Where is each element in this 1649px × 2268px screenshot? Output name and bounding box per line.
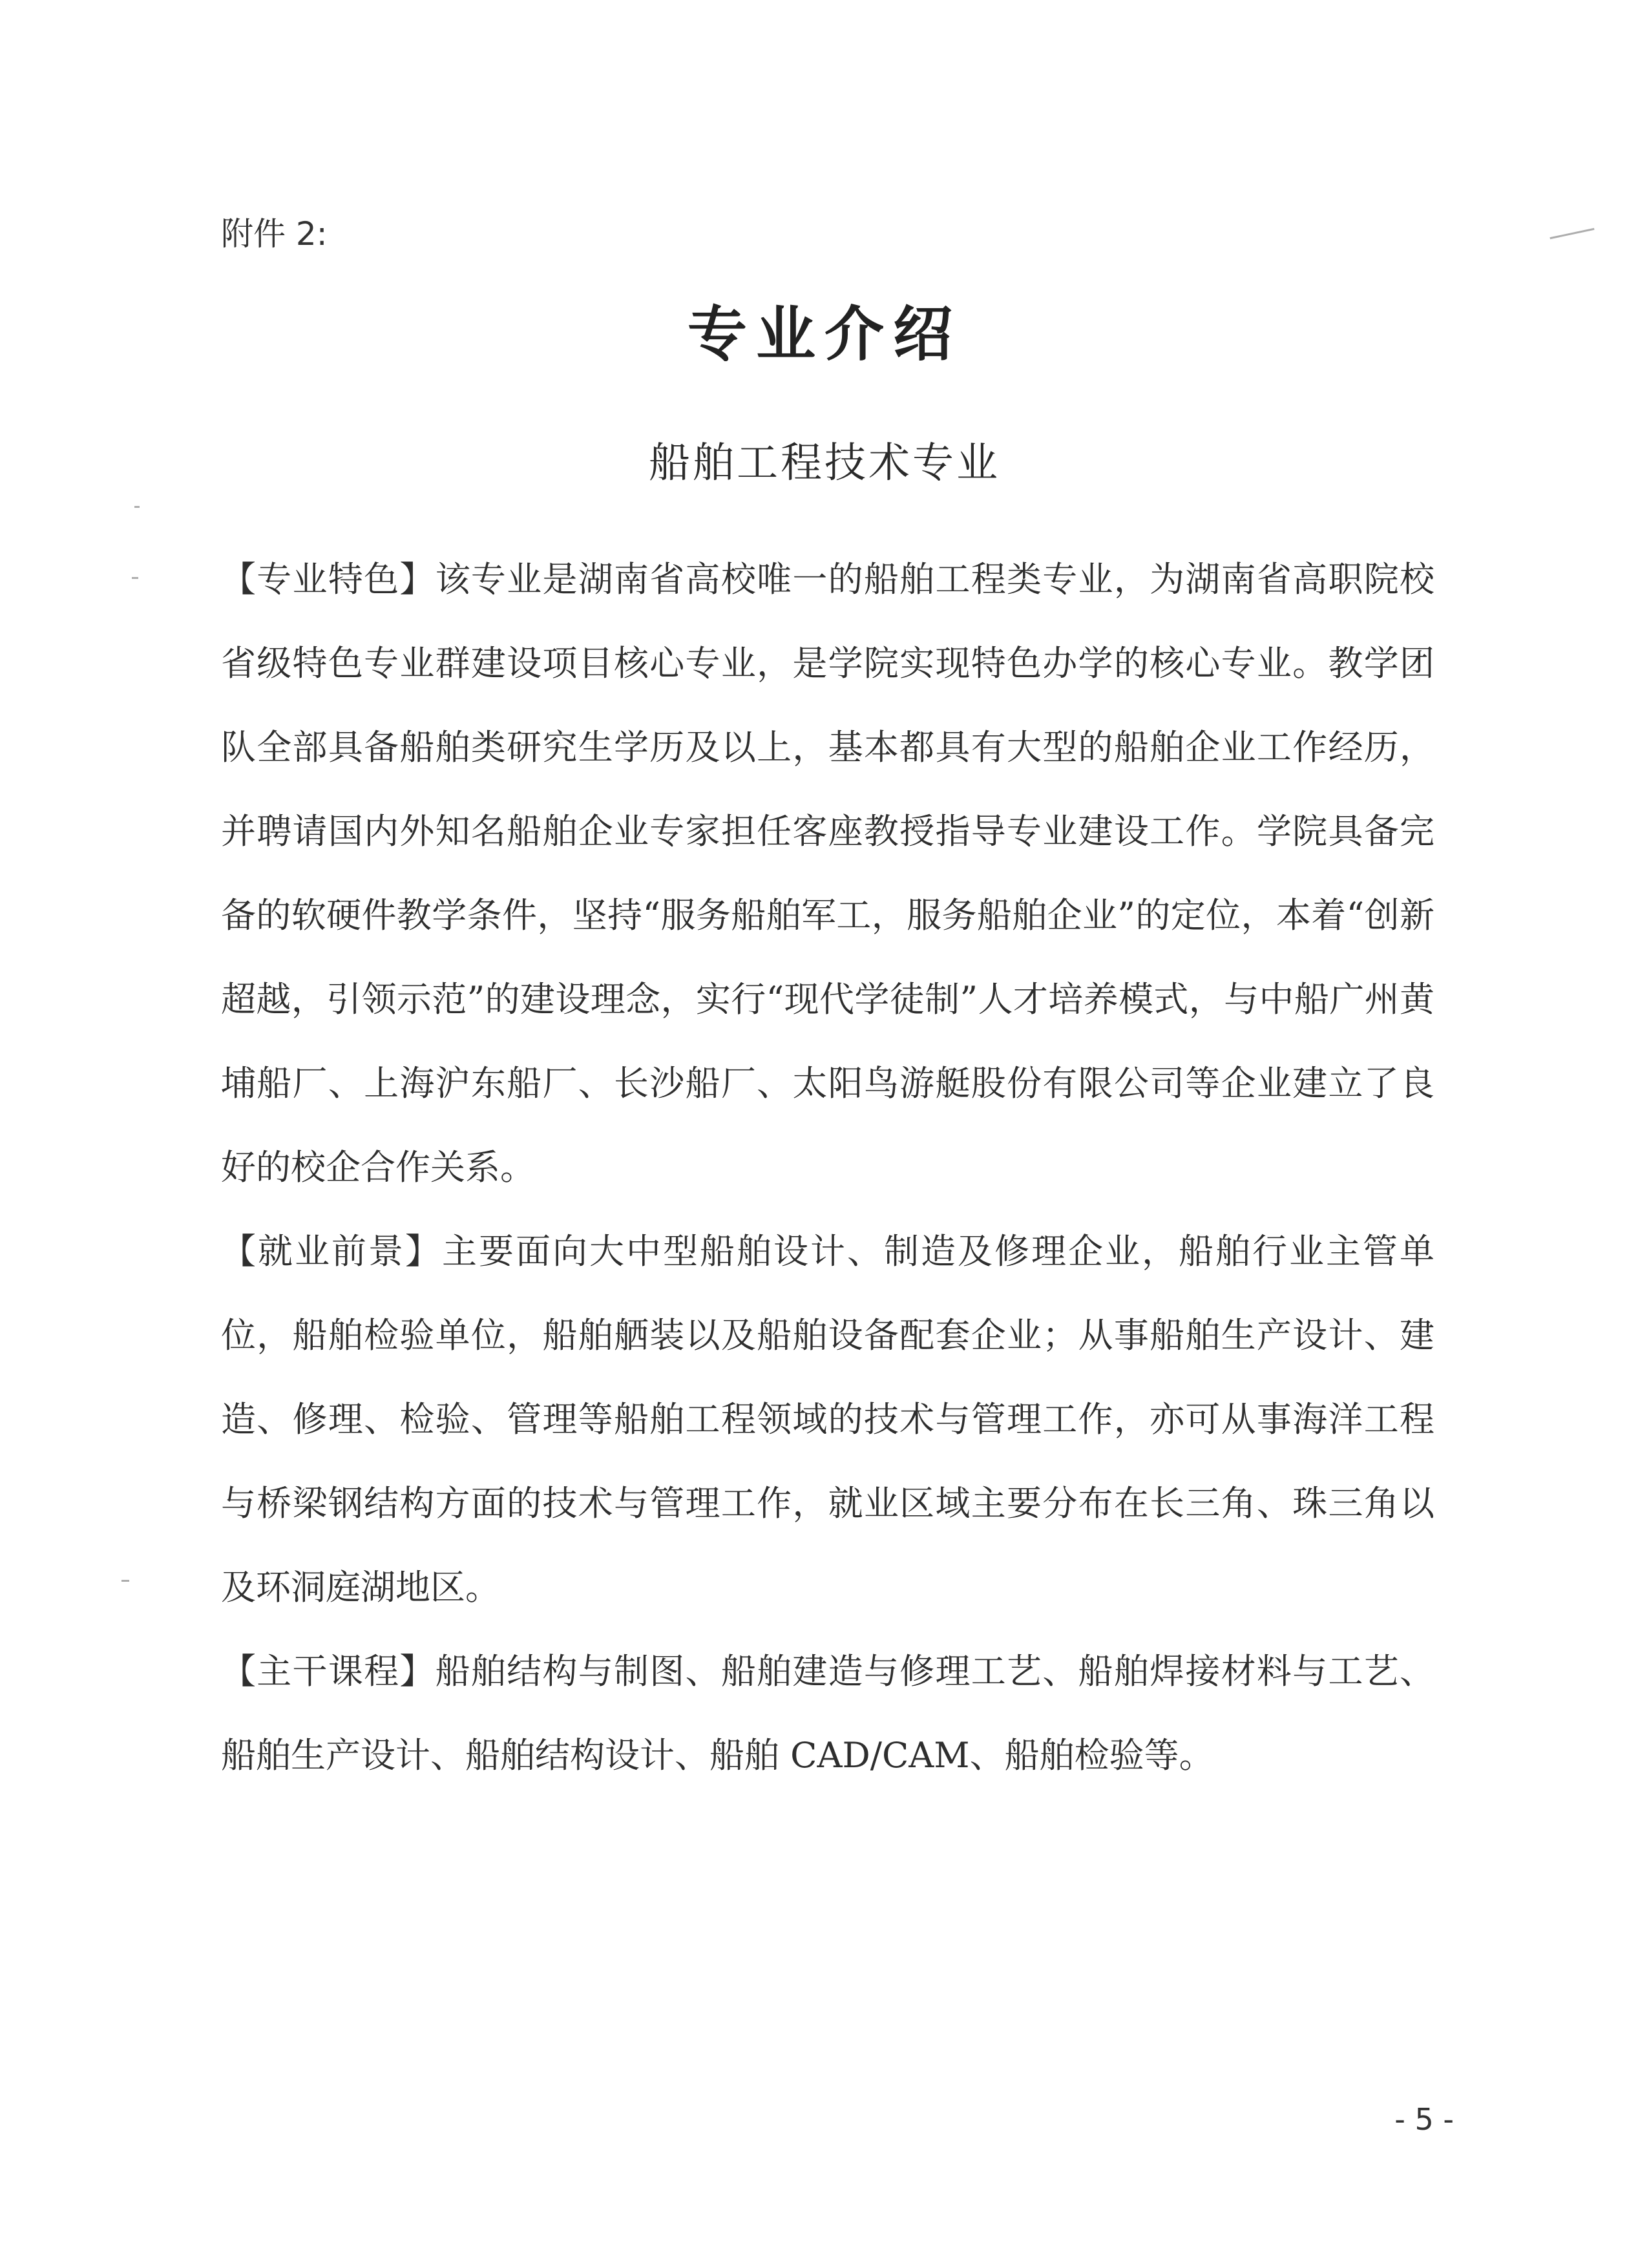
attachment-label: 附件 2: — [221, 215, 328, 253]
section-courses — [221, 1630, 1434, 1798]
section-text: 该专业是湖南省高校唯一的船舶工程类专业，为湖南省高职院校省级特色专业群建设项目核心专业，是学院实现特色办学的核心专业。教学团队全部具备船舶类研究生学历及以上，基本都具有大型的船舶企业工作经历，并聘请国内外知名船舶企业专家担任客座教授指导专业建设工作。学院具备完备的软硬件教学条件，坚持“服务船舶军工，服务船舶企业”的定位，本着“创新超越，引领示范”的建设理念，实行“现代学徒制”人才培养模式，与中船广州黄埔船厂、上海沪东船厂、长沙船厂、太阳鸟游艇股份有限公司等企业建立了良好的校企合作关系。 — [221, 559, 1435, 1188]
scan-speck — [1549, 228, 1594, 239]
section-features — [221, 538, 1434, 1210]
section-label: 【就业前景】 — [221, 1231, 442, 1272]
scan-speck — [134, 506, 140, 508]
scan-speck — [132, 577, 138, 579]
section-text: 船舶结构与制图、船舶建造与修理工艺、船舶焊接材料与工艺、船舶生产设计、船舶结构设计、船舶 CAD/CAM、船舶检验等。 — [221, 1651, 1435, 1776]
document-body — [221, 538, 1434, 1798]
section-text: 主要面向大中型船舶设计、制造及修理企业，船舶行业主管单位，船舶检验单位，船舶舾装以及船舶设备配套企业；从事船舶生产设计、建造、修理、检验、管理等船舶工程领域的技术与管理工作，亦可从事海洋工程与桥梁钢结构方面的技术与管理工作，就业区域主要分布在长三角、珠三角以及环洞庭湖地区。 — [221, 1231, 1434, 1608]
section-label: 【专业特色】 — [221, 559, 436, 600]
page-title: 专业介绍 — [687, 300, 961, 369]
page-number: - 5 - — [1394, 2102, 1454, 2137]
section-label: 【主干课程】 — [221, 1651, 436, 1692]
section-employment — [221, 1210, 1434, 1630]
scan-speck — [121, 1580, 129, 1582]
page-subtitle: 船舶工程技术专业 — [649, 439, 1000, 487]
